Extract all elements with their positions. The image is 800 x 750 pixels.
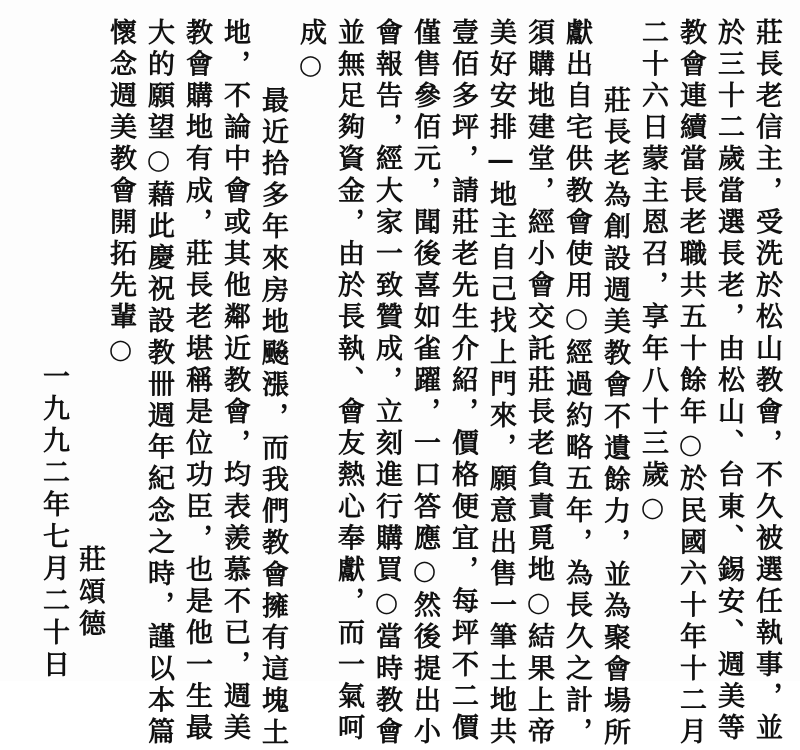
text-column-3: 教會連續當長老職共五十餘年○於民國六十年十二月 [675,18,706,749]
text-column-4: 二十六日蒙主恩召，享年八十三歲○ [637,18,668,528]
signature-author: 莊頌德 [74,545,105,641]
text-column-7: 須購地建堂，經小會交託莊長老負責覓地○結果上帝 [523,18,554,749]
text-column-15: 地，不論中會或其他鄰近教會，均表羨慕不已，週美 [219,18,250,745]
text-column-9: 壹佰多坪，請莊老先生介紹，價格便宜，每坪不二價 [447,18,478,745]
text-column-6: 獻出自宅供教會使用○經過約略五年，為長久之計， [561,18,592,749]
text-column-2: 於三十二歲當選長老，由松山、台東、錫安、週美等 [713,18,744,745]
text-column-11: 會報告，經大家一致贊成，立刻進行購買○當時教會 [371,18,402,749]
text-column-5: 莊長老為創設週美教會不遺餘力，並為聚會場所 [599,86,630,750]
text-column-10: 僅售參佰元，聞後喜如雀躍，一口答應○然後提出小 [409,18,440,749]
text-column-12: 並無足夠資金，由於長執、會友熱心奉獻，而一氣呵 [333,18,364,745]
text-column-16: 教會購地有成，莊長老堪稱是位功臣，也是他一生最 [181,18,212,745]
signature-date: 一九九二年七月二十日 [38,362,69,682]
text-column-1: 莊長老信主，受洗於松山教會，不久被選任執事，並 [751,18,782,745]
text-column-17: 大的願望○藉此慶祝設教卌週年紀念之時，謹以本篇 [143,18,174,749]
text-column-13: 成○ [295,18,326,86]
text-column-14: 最近拾多年來房地飈漲，而我們教會擁有這塊土 [257,86,288,750]
text-column-18: 懷念週美教會開拓先輩○ [105,18,136,370]
text-column-8: 美好安排—地主自己找上門來，願意出售一筆土地共 [485,18,516,749]
